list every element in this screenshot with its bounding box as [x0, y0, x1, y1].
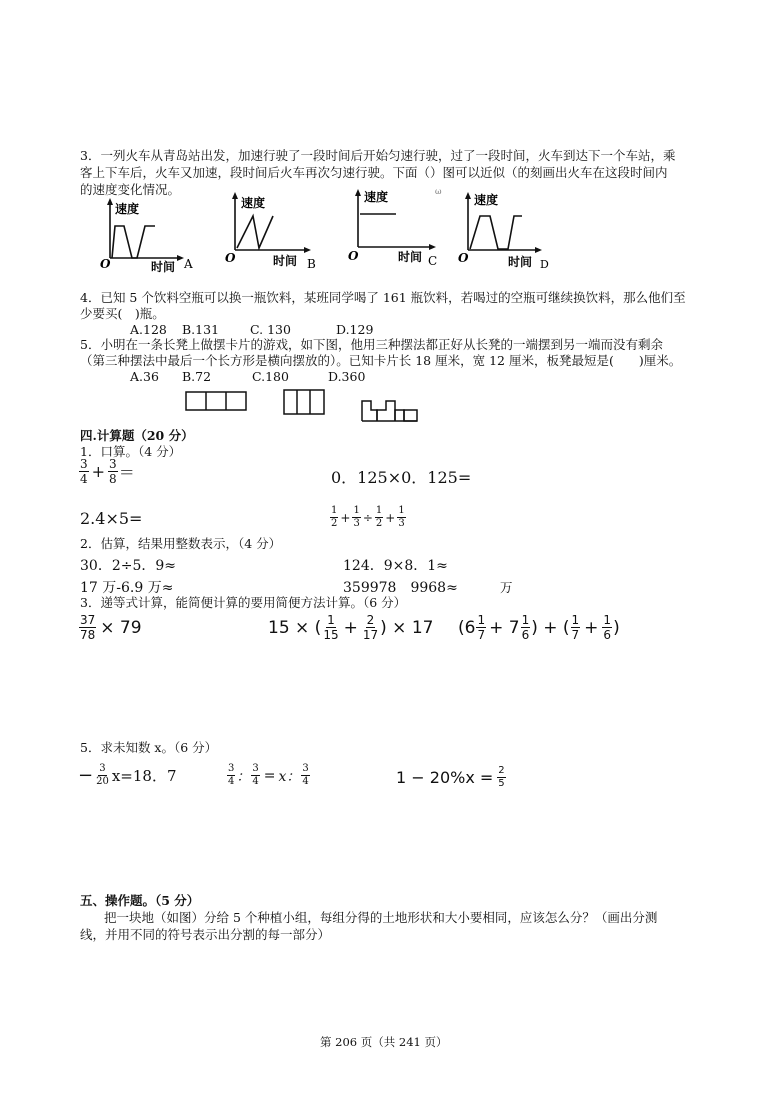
graph-b-xlabel: 时间: [273, 254, 298, 268]
q4-option-b: B.131: [182, 322, 220, 337]
fraction-37-78: $\frac{37}{78}$: [80, 613, 96, 642]
graph-d-x-arrow: [535, 247, 542, 253]
q4-option-a: A.128: [130, 322, 167, 337]
graph-b-x-arrow: [304, 247, 311, 253]
card-arrangement-1: [185, 391, 247, 411]
fraction-1-7b: $\frac{1}{7}$: [571, 613, 580, 642]
estimate-item-1: 30．2÷5．9≈: [80, 558, 176, 574]
graph-c-x-arrow: [429, 244, 436, 250]
graph-a-x-arrow: [177, 255, 184, 261]
oral-label: 1．口算。（4 分）: [80, 444, 182, 459]
q4-option-d: D.129: [336, 322, 374, 337]
recursive-expr-1: $\frac{37}{78}$ × 79: [80, 613, 142, 642]
fraction-1-6b: $\frac{1}{6}$: [603, 613, 612, 642]
graph-c-ylabel: 速度: [364, 190, 389, 204]
graph-a-ylabel: 速度: [115, 202, 140, 216]
graph-b: [225, 190, 325, 272]
graph-a-curve: [112, 226, 155, 258]
fraction-1-3: $\frac{1}{3}$: [353, 505, 360, 529]
page-footer: 第 206 页（共 241 页）: [320, 1035, 448, 1049]
q3-line3: 的速度变化情况。: [80, 182, 181, 197]
estimate-item-2: 124．9×8．1≈: [343, 558, 448, 574]
fraction-1-7: $\frac{1}{7}$: [477, 613, 486, 642]
oral-item-2: 0．125×0．125=: [331, 468, 472, 487]
equation-3: 1 − 20%x = $\frac{2}{5}$: [396, 765, 505, 789]
graph-a: [100, 196, 200, 276]
recursive-label: 3．递等式计算，能简便计算的要用简便方法计算。（6 分）: [80, 595, 407, 610]
q5-option-c: C.180: [252, 369, 289, 384]
q4-line1: 4．已知 5 个饮料空瓶可以换一瓶饮料，某班同学喝了 161 瓶饮料，若喝过的空瓶可继续换饮料，那么他们至: [80, 290, 686, 305]
graph-a-option: A: [184, 257, 193, 271]
graph-d-xlabel: 时间: [508, 255, 533, 269]
section4-title: 四.计算题（20 分）: [80, 428, 194, 443]
estimate-label: 2．估算，结果用整数表示，（4 分）: [80, 536, 282, 551]
recursive-expr-3: (6 $\frac{1}{7}$ + 7 $\frac{1}{6}$ ) + ( $\frac{1}{7}$ + $\frac{1}{6}$ ): [458, 613, 620, 642]
fraction-1-2b: $\frac{1}{2}$: [375, 505, 383, 529]
graph-c-xlabel: 时间: [398, 250, 423, 264]
graph-d-ylabel: 速度: [474, 193, 499, 207]
estimate-item-3: 17 万-6.9 万≈: [80, 580, 174, 596]
graph-c: [348, 185, 448, 269]
stray-mark: ω: [435, 187, 442, 196]
oral-item-3: 2.4×5=: [80, 509, 143, 528]
graph-b-y-arrow: [232, 192, 238, 199]
graph-b-option: B: [307, 257, 316, 271]
card-arrangement-3: [361, 400, 419, 422]
estimate-item-4: 359978 9968≈: [343, 580, 458, 596]
graph-c-origin: O: [348, 249, 359, 263]
recursive-expr-2: 15 × ( $\frac{1}{15}$ + $\frac{2}{17}$ ) × 17: [268, 613, 434, 642]
fraction-1-3b: $\frac{1}{3}$: [398, 505, 405, 529]
card-arrangement-2: [283, 389, 325, 415]
section5-title: 五、操作题。（5 分）: [80, 893, 200, 908]
graph-c-option: C: [428, 254, 438, 268]
oral-item-4: $\frac{1}{2}$ + $\frac{1}{3}$ ÷ $\frac{1}{2}$ + $\frac{1}{3}$: [331, 505, 405, 529]
graph-d-curve: [470, 216, 522, 249]
fraction-1-15: $\frac{1}{15}$: [323, 613, 339, 642]
q5-option-a: A.36: [130, 369, 159, 384]
estimate-unit: 万: [500, 580, 513, 595]
graph-d: [458, 190, 558, 272]
q4-option-c: C. 130: [250, 322, 291, 337]
graph-a-y-arrow: [107, 198, 113, 205]
q3-line2: 客上下车后，火车又加速，段时间后火车再次匀速行驶。下面（）图可以近似（的刻画出火车在这段时间内: [80, 165, 668, 180]
graph-b-ylabel: 速度: [241, 196, 266, 210]
q5-line1: 5．小明在一条长凳上做摆卡片的游戏，如下图，他用三种摆法都正好从长凳的一端摆到另一端而没有剩余: [80, 337, 663, 352]
q5-option-b: B.72: [182, 369, 212, 384]
q3-line1: 3．一列火车从青岛站出发，加速行驶了一段时间后开始匀速行驶，过了一段时间，火车到达下一个车站，乘: [80, 148, 676, 163]
fraction-3-4-eq2: $\frac{3}{4}$: [252, 763, 259, 787]
fraction-3-4-eq3: $\frac{3}{4}$: [302, 763, 309, 787]
fraction-1-6: $\frac{1}{6}$: [521, 613, 530, 642]
q4-line2: 少要买( )瓶。: [80, 306, 165, 321]
fraction-3-4: $\frac{3}{4}$: [80, 457, 88, 486]
fraction-3-20: $\frac{3}{20}$: [96, 763, 109, 787]
graph-a-origin: O: [100, 257, 111, 271]
equation-2: $\frac{3}{4}$ ： $\frac{3}{4}$ = x： $\frac{3}{4}$: [228, 763, 309, 787]
fraction-3-8: $\frac{3}{8}$: [109, 457, 117, 486]
graph-d-origin: O: [458, 251, 469, 265]
fraction-1-2: $\frac{1}{2}$: [331, 505, 338, 529]
fraction-3-4-eq: $\frac{3}{4}$: [228, 763, 235, 787]
section5-line1: 把一块地（如图）分给 5 个种植小组，每组分得的土地形状和大小要相同，应该怎么分？（画出分测: [104, 910, 658, 925]
graph-a-xlabel: 时间: [151, 260, 176, 274]
graph-d-y-arrow: [465, 192, 471, 199]
graph-c-y-arrow: [355, 189, 361, 196]
graph-b-origin: O: [225, 251, 236, 265]
q5-option-d: D.360: [328, 369, 366, 384]
q5-line2: （第三种摆法中最后一个长方形是横向摆放的）。已知卡片长 18 厘米，宽 12 厘米，板凳最短是( )厘米。: [80, 353, 682, 368]
graph-b-curve: [237, 216, 273, 248]
graph-d-option: D: [540, 258, 549, 271]
section5-line2: 线，并用不同的符号表示出分割的每一部分）: [80, 927, 331, 942]
fraction-2-17: $\frac{2}{17}$: [362, 613, 379, 642]
fraction-2-5: $\frac{2}{5}$: [498, 765, 505, 789]
equation-1: − $\frac{3}{20}$ x=18．7: [78, 763, 177, 787]
equation-label: 5．求未知数 x。（6 分）: [80, 740, 218, 755]
oral-item-1: $\frac{3}{4}$ + $\frac{3}{8}$ ＝: [80, 457, 135, 486]
